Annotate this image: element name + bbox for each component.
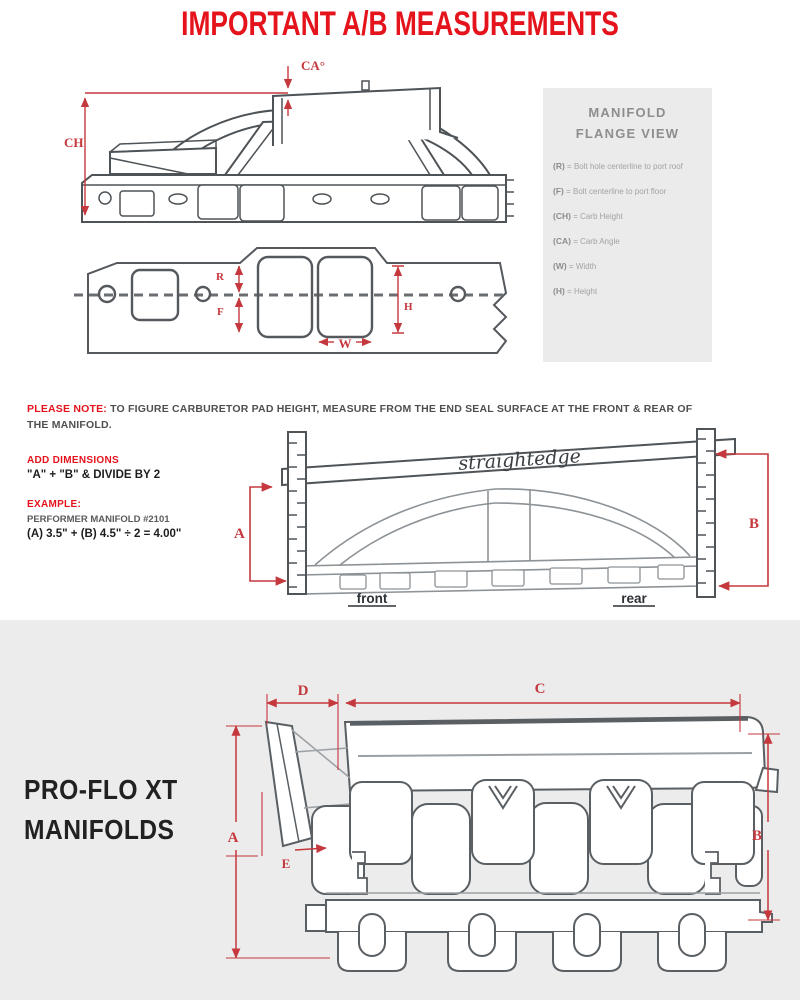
proflo-title-line2: MANIFOLDS <box>24 813 175 845</box>
dim-label-b: B <box>749 516 760 532</box>
legend-item-ca <box>553 235 702 248</box>
legend-title-line1: MANIFOLD <box>588 105 667 120</box>
side-view-drawing <box>20 52 540 238</box>
legend-item-ch <box>553 210 702 223</box>
legend-key-h: (H) <box>553 285 565 296</box>
flange-view-drawing <box>60 240 520 380</box>
straightedge-tool <box>282 439 735 485</box>
proflo-manifold <box>266 717 778 971</box>
dim-label-f: F <box>217 306 224 318</box>
legend-items <box>543 160 712 298</box>
dim-label-a: A <box>234 526 245 542</box>
page-title: IMPORTANT A/B MEASUREMENTS <box>181 4 619 43</box>
rear-label: rear <box>621 591 647 606</box>
legend-item-r <box>553 160 702 173</box>
front-label: front <box>356 591 388 606</box>
please-note-text: TO FIGURE CARBURETOR PAD HEIGHT, MEASURE FROM THE END SEAL SURFACE AT THE FRONT & REAR OF THE MANIFOLD. <box>27 402 693 432</box>
legend-desc-ch: = Carb Height <box>573 211 623 221</box>
please-note-label: PLEASE NOTE: <box>27 402 107 415</box>
proflo-title <box>24 770 178 850</box>
example-calc: (A) 3.5" + (B) 4.5" ÷ 2 = 4.00" <box>27 528 182 540</box>
dim-label-a: A <box>227 830 239 846</box>
legend-desc-w: = Width <box>568 261 597 271</box>
legend-title-line2: FLANGE VIEW <box>575 125 680 141</box>
dim-label-ca: CA° <box>301 58 325 73</box>
measurement-drawing <box>230 425 780 615</box>
legend-desc-f: = Bolt centerline to port floor <box>566 186 667 196</box>
dim-label-b: B <box>751 828 763 844</box>
dim-label-d: D <box>297 683 309 699</box>
legend-desc-h: = Height <box>567 286 598 296</box>
instructions-block <box>27 455 257 540</box>
legend-item-w <box>553 260 702 273</box>
example-label: EXAMPLE: <box>27 499 82 510</box>
dim-label-c: C <box>534 681 546 697</box>
legend-item-f <box>553 185 702 198</box>
legend-item-h <box>553 285 702 298</box>
legend-key-r: (R) <box>553 160 565 171</box>
dim-label-h: H <box>404 301 413 313</box>
straightedge-label: straightedge <box>457 445 582 475</box>
flange-legend-panel <box>543 88 712 362</box>
legend-desc-ca: = Carb Angle <box>573 236 620 246</box>
bottom-flange <box>306 900 772 971</box>
proflo-title-line1: PRO-FLO XT <box>24 774 178 805</box>
legend-key-w: (W) <box>553 260 567 271</box>
dim-label-r: R <box>216 271 224 283</box>
add-dimensions-label: ADD DIMENSIONS <box>27 455 119 466</box>
dim-label-ch: CH <box>64 135 84 150</box>
legend-key-ca: (CA) <box>553 235 571 246</box>
dim-label-w: W <box>338 336 352 351</box>
manifold-light-outline <box>300 489 700 594</box>
example-model: PERFORMER MANIFOLD #2101 <box>27 514 170 525</box>
legend-key-ch: (CH) <box>553 210 571 221</box>
flange-outline <box>74 248 508 353</box>
legend-desc-r: = Bolt hole centerline to port roof <box>567 161 683 171</box>
manifold-side-view <box>82 81 514 222</box>
add-dimensions-text: "A" + "B" & DIVIDE BY 2 <box>27 469 161 481</box>
legend-title <box>543 88 712 145</box>
dim-label-e: E <box>281 856 291 871</box>
legend-key-f: (F) <box>553 185 564 196</box>
proflo-drawing <box>200 660 790 995</box>
